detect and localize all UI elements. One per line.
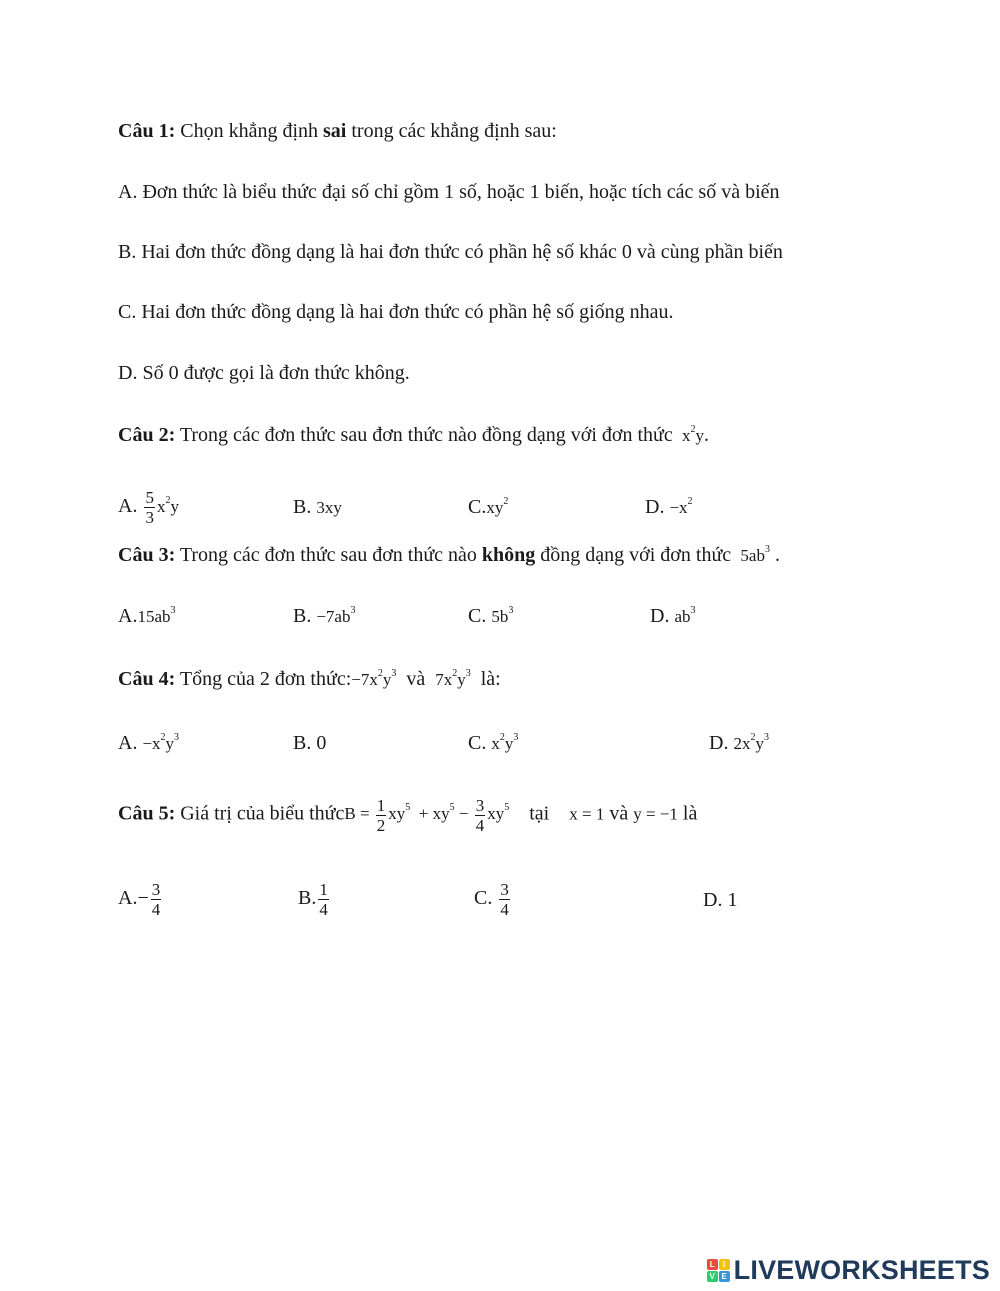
- q3-text-b: đồng dạng với đơn thức: [540, 544, 732, 566]
- q4-option-a[interactable]: A. $-x^2y^3$: [118, 732, 180, 754]
- q1-text-a: Chọn khẳng định: [180, 120, 319, 142]
- q4-option-d[interactable]: D. $2x^2y^3$: [709, 732, 769, 754]
- q4-option-c[interactable]: C. $x^2y^3$: [468, 732, 519, 754]
- q3-label: Câu 3:: [118, 544, 176, 566]
- q5-option-c[interactable]: C. $\frac{3}{4}$: [474, 880, 509, 919]
- liveworksheets-logo-icon: L I V E: [707, 1259, 730, 1282]
- q2-option-b[interactable]: B. 3xy: [293, 496, 342, 518]
- q5-option-a[interactable]: A.− $\frac{3}{4}$: [118, 880, 161, 919]
- q4-text: Tổng của 2 đơn thức:: [179, 668, 352, 690]
- q5-option-b[interactable]: B. $\frac{1}{4}$: [298, 880, 328, 919]
- q2-text: Trong các đơn thức sau đơn thức nào đồng dạng với đơn thức: [179, 424, 673, 446]
- q2-label: Câu 2:: [118, 424, 176, 446]
- q3-option-c[interactable]: C. $5b^3$: [468, 605, 514, 627]
- q1-text-b: trong các khẳng định sau:: [351, 120, 557, 142]
- q2-option-d[interactable]: D. $-x^2$: [645, 496, 693, 518]
- q5-prompt: Câu 5: Giá trị của biểu thứcB = $\frac{1}{2}$ $xy^5 + xy^5$ − $\frac{3}{4}$ $xy^5$ tại x = 1 và y = −1 là: [118, 796, 698, 835]
- q1-label: Câu 1:: [118, 120, 176, 142]
- q2-prompt: Câu 2: Trong các đơn thức sau đơn thức nào đồng dạng với đơn thức $x^2y$.: [118, 424, 710, 446]
- liveworksheets-logo: [707, 1255, 990, 1286]
- q3-emph: không: [481, 544, 536, 566]
- q4-prompt: Câu 4: Tổng của 2 đơn $thức:-7x^2y^3$ và $7x^2y^3$ là:: [118, 668, 501, 690]
- q2-expression: $x^2y$: [682, 424, 705, 445]
- logo-text: LIVEWORKSHEETS: [733, 1255, 990, 1285]
- q4-expr-2: $7x^2y^3$: [435, 668, 471, 689]
- q1-option-b[interactable]: B. Hai đơn thức đồng dạng là hai đơn thức có phần hệ số khác 0 và cùng phần biến: [118, 241, 783, 263]
- q1-emph: sai: [323, 120, 347, 142]
- q2-option-c[interactable]: $C.xy^2$: [468, 496, 509, 518]
- q4-option-b[interactable]: B. 0: [293, 732, 327, 754]
- q3-prompt: Câu 3: Trong các đơn thức sau đơn thức nào không đồng dạng với đơn thức $5ab^3$ .: [118, 544, 780, 566]
- q3-option-a[interactable]: $A.15ab^3$: [118, 605, 176, 627]
- q3-option-b[interactable]: B. $-7ab^3$: [293, 605, 356, 627]
- q3-text-a: Trong các đơn thức sau đơn thức nào: [179, 544, 477, 566]
- q3-expression: $5ab^3$: [740, 544, 770, 565]
- q4-expr-1: $-7x^2y^3$: [351, 668, 397, 689]
- q1-option-a[interactable]: A. Đơn thức là biểu thức đại số chỉ gồm 1 số, hoặc 1 biến, hoặc tích các số và biến: [118, 181, 780, 203]
- q5-expression: B = $\frac{1}{2}$ $xy^5 + xy^5$ − $\frac{3}{4}$ $xy^5$: [344, 796, 510, 835]
- q1-prompt: [118, 118, 557, 144]
- q5-label: Câu 5:: [118, 802, 176, 825]
- q1-option-d[interactable]: D. Số 0 được gọi là đơn thức không.: [118, 362, 410, 384]
- q3-option-d[interactable]: D. $ab^3$: [650, 605, 696, 627]
- q1-option-c[interactable]: C. Hai đơn thức đồng dạng là hai đơn thức có phần hệ số giống nhau.: [118, 301, 674, 323]
- q2-option-a[interactable]: A. $\frac{5}{3}$ $x^2y$: [118, 488, 179, 527]
- q5-text: Giá trị của biểu thức: [180, 802, 345, 825]
- q5-option-d[interactable]: D. 1: [703, 889, 738, 911]
- q4-label: Câu 4:: [118, 668, 176, 690]
